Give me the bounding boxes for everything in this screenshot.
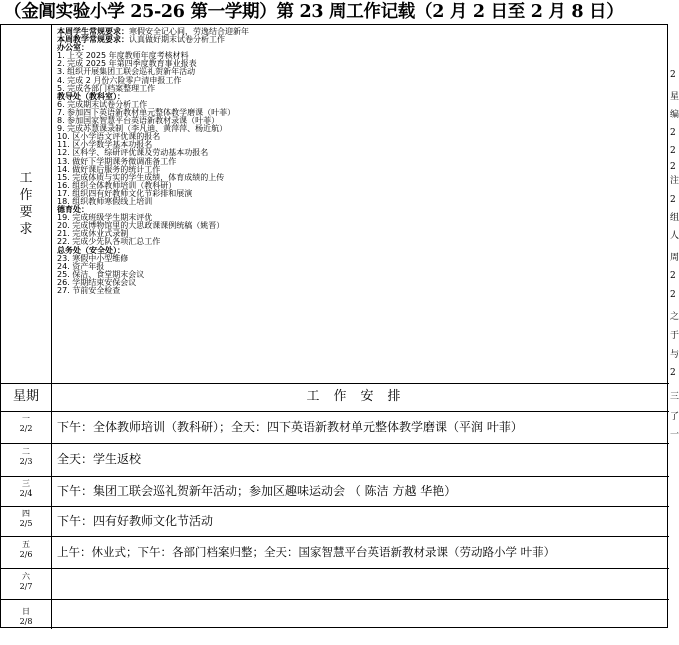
- requirement-item: [57, 85, 657, 93]
- requirement-detail: 寒假安全记心间，劳逸结合迎新年: [129, 27, 249, 36]
- edge-glyph: 与: [670, 350, 679, 360]
- page-title: （金阊实验小学 25-26 第一学期）第 23 周工作记载（2 月 2 日至 2 月 8 日）: [4, 2, 624, 22]
- edge-glyph: 星: [670, 92, 679, 102]
- edge-glyph: 人: [670, 231, 679, 241]
- date-label: 2/6: [19, 550, 33, 559]
- requirement-item: [57, 255, 657, 263]
- requirement-text: 18. 组织教师寒假线上培训: [57, 196, 153, 206]
- weekday-label: 二: [22, 447, 30, 456]
- edge-glyph: 一: [670, 430, 679, 440]
- date-label: 2/8: [19, 617, 33, 626]
- requirement-text: 7. 参加四下英语新教材单元整体教学磨课（叶菲）: [57, 107, 236, 117]
- edge-glyph: 组: [670, 213, 679, 223]
- weekday-label: 六: [22, 572, 30, 581]
- row-divider: [1, 568, 669, 569]
- edge-glyph: 编: [670, 110, 679, 120]
- requirement-text: 办公室：: [57, 43, 89, 53]
- requirement-text: 14. 做好课后服务的统计工作: [57, 164, 161, 174]
- requirement-text: 10. 区小学语文评优课的报名: [57, 132, 161, 142]
- edge-glyph: 三: [670, 392, 679, 402]
- requirement-text: 20. 完成博物馆里的大思政课课例统稿（姚晋）: [57, 221, 225, 231]
- date-label: 2/7: [19, 582, 33, 591]
- requirement-detail: 认真做好期末试卷分析工作: [129, 35, 225, 45]
- requirement-text: 23. 寒假中小型维修: [57, 253, 129, 263]
- plan-text-wed: 下午：集团工联会巡礼贺新年活动；参加区趣味运动会 （ 陈洁 方越 华艳）: [57, 484, 457, 498]
- day-cell-sun: [1, 599, 51, 637]
- column-divider: [51, 25, 52, 629]
- row-divider: [1, 599, 669, 600]
- requirement-text: 总务处（安全处）：: [57, 245, 125, 255]
- requirement-text: 16. 组织全体教师培训（教科研）: [57, 180, 177, 190]
- date-label: 2/5: [19, 519, 33, 528]
- requirement-item: [57, 222, 657, 230]
- requirement-text: 21. 完成休业式录制: [57, 229, 129, 239]
- day-cell-tue: [1, 443, 51, 480]
- day-cell-mon: [1, 411, 51, 446]
- work-record-table: [0, 24, 668, 628]
- edge-glyph: 2: [670, 271, 676, 281]
- requirement-text: 13. 做好下学期课务微调准备工作: [57, 156, 177, 166]
- weekday-header: 星期: [12, 389, 39, 404]
- requirement-item: [57, 263, 657, 271]
- requirement-text: 德育处：: [57, 205, 89, 215]
- requirement-text: 1. 上交 2025 年度教师年度考核材料: [57, 51, 189, 61]
- requirement-text: 27. 节前安全检查: [57, 286, 121, 295]
- requirement-text: 26. 学期结束安保会议: [57, 277, 137, 287]
- requirement-text: 11. 区小学数学基本功报名: [57, 140, 153, 150]
- edge-glyph: 注: [670, 176, 679, 186]
- day-cell-sat: [1, 568, 51, 603]
- requirement-text: 本周教学常规要求：: [57, 35, 129, 45]
- date-label: 2/4: [19, 489, 33, 498]
- edge-glyph: 了: [670, 412, 679, 422]
- requirements-list: [57, 28, 657, 295]
- edge-glyph: 2: [670, 128, 676, 138]
- edge-glyph: 2: [670, 162, 676, 172]
- plan-text-tue: 全天：学生返校: [57, 452, 142, 466]
- requirement-text: 24. 资产年报: [57, 261, 105, 271]
- weekday-label: 五: [22, 540, 30, 549]
- requirement-text: 15. 完成体质与实的学生成绩，体育成绩的上传: [57, 172, 225, 182]
- requirement-item: [57, 271, 657, 279]
- requirements-label-cell: [1, 25, 51, 383]
- date-label: 2/2: [19, 424, 33, 433]
- edge-glyph: 于: [670, 331, 679, 341]
- edge-glyph: 之: [670, 312, 679, 322]
- requirement-text: 3. 组织开展集团工联会巡礼贺新年活动: [57, 67, 196, 77]
- edge-glyph: 2: [670, 146, 676, 156]
- requirement-text: 8. 参加国家智慧平台英语新教材录课（叶菲）: [57, 116, 220, 126]
- requirement-text: 9. 完成苏慧课录制（李凡迪、黄萍萍、杨近航）: [57, 124, 228, 134]
- requirement-text: 22. 完成少先队各项汇总工作: [57, 237, 161, 247]
- weekday-label: 日: [22, 607, 30, 616]
- requirement-text: 17. 组织四有好教师文化节彩排和展演: [57, 188, 193, 198]
- requirement-text: 2. 完成 2025 年第四季度教育事业报表: [57, 59, 197, 69]
- day-cell-thu: [1, 506, 51, 539]
- requirement-text: 4. 完成 2 月份六险零户清申报工作: [57, 75, 182, 85]
- day-cell-fri: [1, 536, 51, 572]
- requirement-item: [57, 279, 657, 287]
- edge-glyph: 周: [670, 253, 679, 263]
- edge-glyph: 2: [670, 290, 676, 300]
- requirement-text: 12. 区科学、综研评优课及劳动基本功报名: [57, 148, 209, 158]
- edge-glyph: 2: [670, 368, 676, 378]
- edge-glyph: 2: [670, 195, 676, 205]
- weekday-label: 四: [22, 509, 30, 518]
- weekday-label: 三: [22, 479, 30, 488]
- plan-text-fri: 上午：休业式；下午：各部门档案归整；全天：国家智慧平台英语新教材录课（劳动路小学 叶菲）: [57, 545, 556, 559]
- plan-text-mon: 下午：全体教师培训（教科研）；全天：四下英语新教材单元整体教学磨课（平润 叶菲）: [57, 420, 523, 434]
- requirement-item: [57, 247, 657, 255]
- requirement-item: [57, 287, 657, 295]
- date-label: 2/3: [19, 457, 33, 466]
- plan-header: 工作安排: [306, 389, 415, 404]
- plan-text-thu: 下午：四有好教师文化节活动: [57, 514, 214, 528]
- requirement-text: 19. 完成班级学生期末评优: [57, 213, 153, 223]
- requirement-item: [57, 36, 657, 44]
- requirement-item: [57, 198, 657, 206]
- requirement-text: 本周学生常规要求：: [57, 27, 129, 36]
- requirement-text: 教导处（教科室）：: [57, 91, 125, 101]
- requirement-text: 6. 完成期末试卷分析工作: [57, 99, 148, 109]
- day-cell-wed: [1, 476, 51, 509]
- requirement-text: 25. 保洁、食堂期末会议: [57, 269, 145, 279]
- edge-glyph: 2: [670, 70, 676, 80]
- requirement-item: [57, 238, 657, 246]
- requirement-text: 5. 完成各部门档案整理工作: [57, 83, 156, 93]
- requirements-label: 工作要求: [19, 171, 33, 237]
- weekday-label: 一: [22, 414, 30, 423]
